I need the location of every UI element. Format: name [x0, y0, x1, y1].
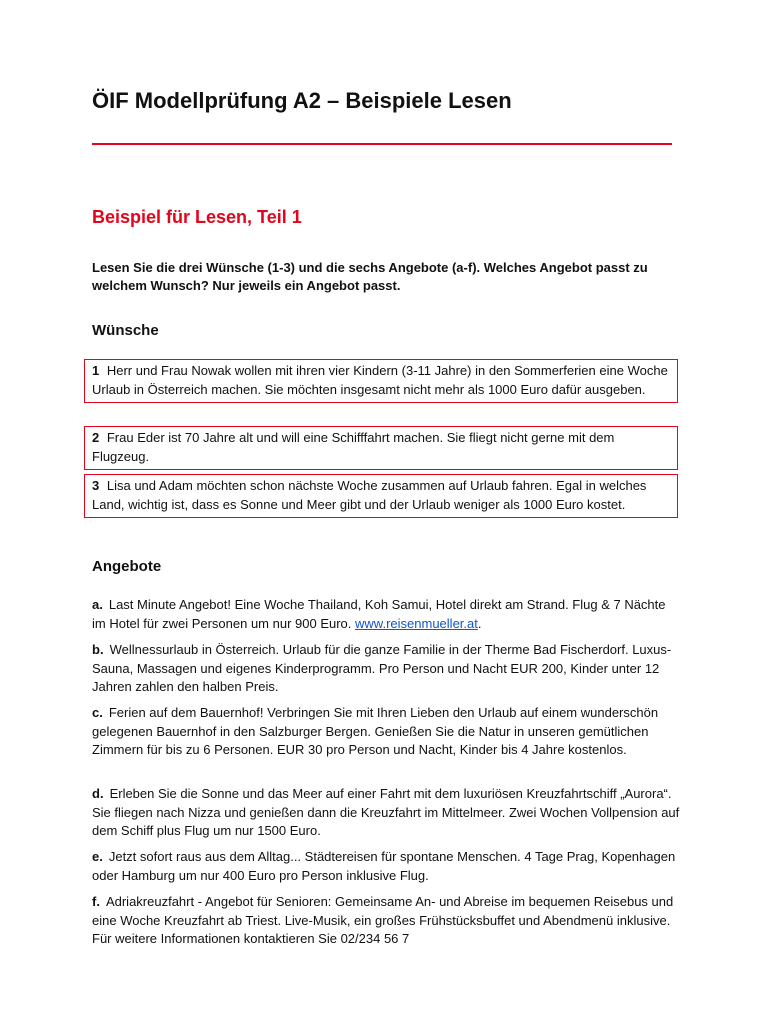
offer-letter: b. [92, 642, 104, 657]
offer-text: Jetzt sofort raus aus dem Alltag... Städtereisen für spontane Menschen. 4 Tage Prag, Kopenhagen oder Hamburg um nur 400 Euro pro Person inklusive Flug. [92, 849, 676, 883]
offer-f [92, 893, 682, 949]
offer-letter: d. [92, 786, 104, 801]
offer-text: Ferien auf dem Bauernhof! Verbringen Sie mit Ihren Lieben den Urlaub auf einem wunderschön gelegenen Bauernhof in den Salzburger Bergen. Genießen Sie die Natur in unseren gemütlichen Zimmern für bis zu 6 Personen. EUR 30 pro Person und Nacht, Kinder bis 4 Jahre kostenlos. [92, 705, 659, 757]
wish-box-1 [84, 359, 678, 403]
offer-letter: c. [92, 705, 103, 720]
offer-text: Last Minute Angebot! Eine Woche Thailand, Koh Samui, Hotel direkt am Strand. Flug & 7 Nächte im Hotel für zwei Personen um nur 900 Euro. [92, 597, 666, 631]
wish-number: 3 [92, 478, 100, 493]
offers-heading: Angebote [92, 558, 162, 575]
offer-a [92, 596, 682, 633]
title-underline [92, 143, 672, 145]
offer-letter: e. [92, 849, 103, 864]
wish-text: Herr und Frau Nowak wollen mit ihren vier Kindern (3-11 Jahre) in den Sommerferien eine Woche Urlaub in Österreich machen. Sie möchten insgesamt nicht mehr als 1000 Euro dafür ausgeben. [92, 363, 668, 397]
offer-letter: a. [92, 597, 103, 612]
offer-b [92, 641, 682, 697]
task-instructions: Lesen Sie die drei Wünsche (1-3) und die sechs Angebote (a-f). Welches Angebot passt zu welchem Wunsch? Nur jeweils ein Angebot passt. [92, 260, 648, 293]
wish-text: Frau Eder ist 70 Jahre alt und will eine Schifffahrt machen. Sie fliegt nicht gerne mit dem Flugzeug. [92, 430, 615, 464]
wish-box-2 [84, 426, 678, 470]
wishes-heading: Wünsche [92, 322, 159, 339]
offer-letter: f. [92, 894, 100, 909]
offer-text: Adriakreuzfahrt - Angebot für Senioren: Gemeinsame An- und Abreise im bequemen Reisebus und eine Woche Kreuzfahrt ab Triest. Live-Musik, ein großes Frühstücksbuffet und Abendmenü inklusive. Für weitere Informationen kontaktieren Sie 02/234 56 7 [92, 894, 674, 946]
offer-e [92, 848, 682, 885]
offer-text: Erleben Sie die Sonne und das Meer auf einer Fahrt mit dem luxuriösen Kreuzfahrtschiff „Aurora“. Sie fliegen nach Nizza und genießen dann die Kreuzfahrt im Mittelmeer. Zwei Wochen Vollpension auf dem Schiff plus Flug um nur 1500 Euro. [92, 786, 680, 838]
wish-number: 2 [92, 430, 100, 445]
document-title: ÖIF Modellprüfung A2 – Beispiele Lesen [92, 88, 512, 113]
offer-text: Wellnessurlaub in Österreich. Urlaub für die ganze Familie in der Therme Bad Fischerdorf. Luxus-Sauna, Massagen und eigenes Kinderprogramm. Pro Person und Nacht EUR 200, Kinder unter 12 Jahren zahlen den halben Preis. [92, 642, 672, 694]
offer-d [92, 785, 682, 841]
offer-a-link[interactable]: www.reisenmueller.at [355, 615, 478, 631]
wish-box-3 [84, 474, 678, 518]
wish-number: 1 [92, 363, 100, 378]
section-title: Beispiel für Lesen, Teil 1 [92, 207, 302, 227]
wish-text: Lisa und Adam möchten schon nächste Woche zusammen auf Urlaub fahren. Egal in welches Land, wichtig ist, dass es Sonne und Meer gibt und der Urlaub weniger als 1000 Euro kostet. [92, 478, 647, 512]
offer-c [92, 704, 682, 760]
offer-a-link-suffix: . [477, 615, 482, 631]
